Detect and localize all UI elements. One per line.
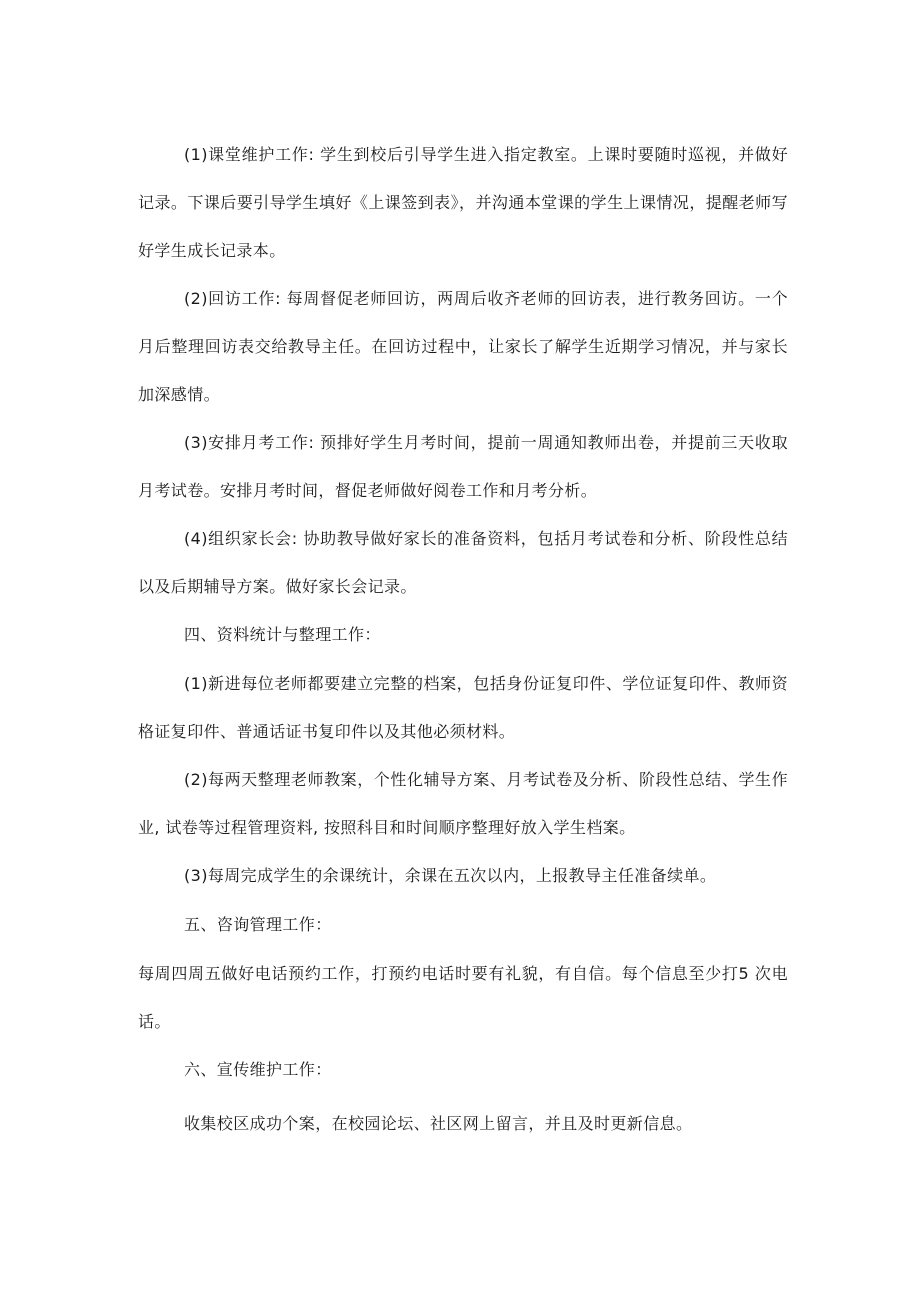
paragraph-classroom-maintenance: (1)课堂维护工作: 学生到校后引导学生进入指定教室。上课时要随时巡视，并做好记录。下课后要引导学生填好《上课签到表》，并沟通本堂课的学生上课情况，提醒老师写好学生成长记录本。 xyxy=(138,145,788,260)
paragraph-lesson-plans: (2)每两天整理老师教案，个性化辅导方案、月考试卷及分析、阶段性总结、学生作业, 试卷等过程管理资料, 按照科目和时间顺序整理好放入学生档案。 xyxy=(138,770,788,837)
paragraph-monthly-exam: (3)安排月考工作: 预排好学生月考时间，提前一周通知教师出卷，并提前三天收取月考试卷。安排月考时间，督促老师做好阅卷工作和月考分析。 xyxy=(138,433,788,500)
section-heading-promotion: 六、宣传维护工作： xyxy=(184,1060,332,1079)
section-heading-consulting: 五、咨询管理工作： xyxy=(184,915,332,934)
paragraph-success-cases: 收集校区成功个案，在校园论坛、社区网上留言，并且及时更新信息。 xyxy=(184,1114,693,1133)
section-heading-data-statistics: 四、资料统计与整理工作： xyxy=(184,625,381,644)
paragraph-phone-appointments: 每周四周五做好电话预约工作，打预约电话时要有礼貌，有自信。每个信息至少打5 次电话。 xyxy=(138,964,788,1031)
paragraph-return-visit: (2)回访工作: 每周督促老师回访，两周后收齐老师的回访表，进行教务回访。一个月后整理回访表交给教导主任。在回访过程中，让家长了解学生近期学习情况，并与家长加深感情。 xyxy=(138,289,788,404)
paragraph-teacher-archives: (1)新进每位老师都要建立完整的档案，包括身份证复印件、学位证复印件、教师资格证复印件、普通话证书复印件以及其他必须材料。 xyxy=(138,674,788,741)
paragraph-remaining-lessons: (3)每周完成学生的余课统计，余课在五次以内，上报教导主任准备续单。 xyxy=(184,866,717,885)
paragraph-parent-meeting: (4)组织家长会: 协助教导做好家长的准备资料，包括月考试卷和分析、阶段性总结以及后期辅导方案。做好家长会记录。 xyxy=(138,529,788,596)
